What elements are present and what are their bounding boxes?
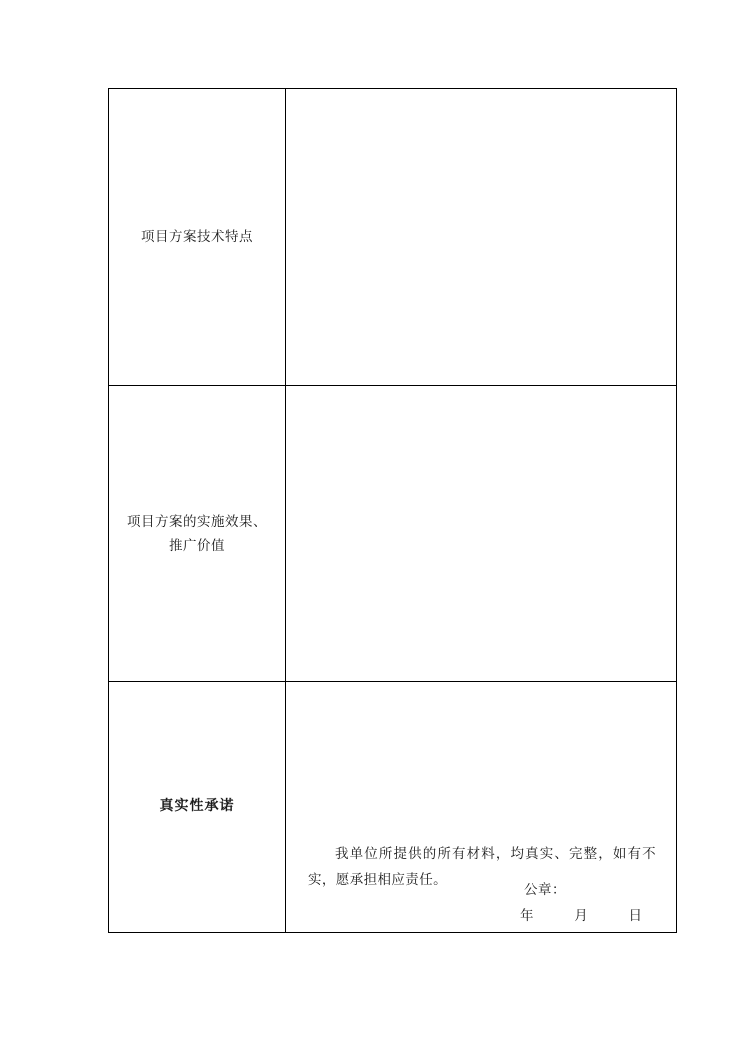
row-content-authenticity-commitment[interactable]: [286, 682, 677, 933]
day-label: 日: [628, 908, 642, 923]
table-row: [109, 89, 677, 386]
row-label-implementation-effect: [109, 386, 286, 682]
row-label-technical-features: 项目方案技术特点: [109, 89, 286, 386]
table-row: [109, 386, 677, 682]
row-label-authenticity-commitment: 真实性承诺: [109, 682, 286, 933]
month-label: 月: [574, 908, 588, 923]
commitment-text: 我单位所提供的所有材料，均真实、完整，如有不实，愿承担相应责任。: [308, 846, 656, 888]
project-form-table: [108, 88, 677, 933]
seal-line: [286, 878, 656, 898]
row-label-line-1: 项目方案的实施效果、: [127, 513, 267, 529]
year-label: 年: [520, 908, 534, 923]
table-row: [109, 682, 677, 933]
seal-label: 公章：: [524, 882, 566, 897]
date-line: [286, 904, 656, 924]
commitment-block: [286, 682, 676, 932]
row-label-line-2: 推广价值: [169, 537, 225, 553]
row-content-technical-features[interactable]: [286, 89, 677, 386]
row-content-implementation-effect[interactable]: [286, 386, 677, 682]
